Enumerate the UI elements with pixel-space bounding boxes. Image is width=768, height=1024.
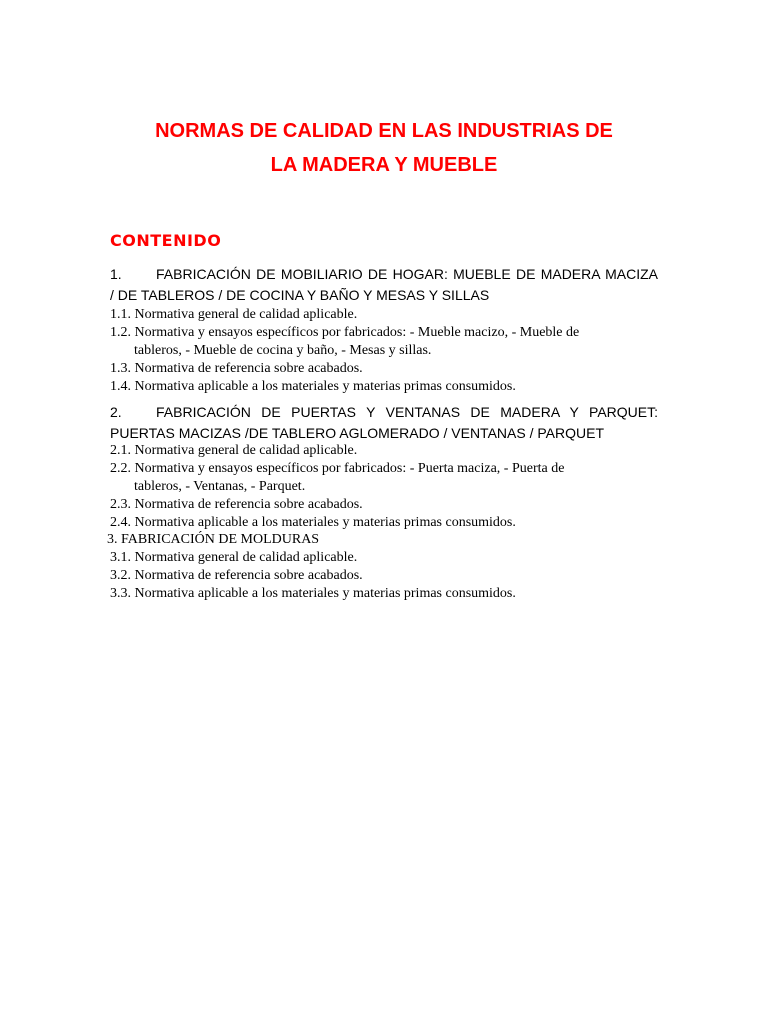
item-2-4: 2.4. Normativa aplicable a los materiales y materias primas consumidos. — [110, 515, 516, 530]
item-2-2-line-2: tableros, - Ventanas, - Parquet. — [134, 479, 306, 494]
item-3-3: 3.3. Normativa aplicable a los materiales y materias primas consumidos. — [110, 586, 516, 601]
item-1-2-line-1: 1.2. Normativa y ensayos específicos por fabricados: - Mueble macizo, - Mueble de — [110, 325, 580, 340]
section-2-items — [110, 442, 670, 532]
document-title — [90, 114, 678, 182]
section-1-items — [110, 306, 670, 396]
title-line-1: NORMAS DE CALIDAD EN LAS INDUSTRIAS DE — [155, 120, 613, 142]
section-3-items — [110, 549, 670, 603]
item-3-2: 3.2. Normativa de referencia sobre acabados. — [110, 568, 363, 583]
list-item — [110, 549, 670, 567]
item-1-1: 1.1. Normativa general de calidad aplicable. — [110, 307, 358, 322]
list-item — [110, 324, 670, 360]
list-item — [110, 585, 670, 603]
list-item — [110, 378, 670, 396]
item-2-3: 2.3. Normativa de referencia sobre acabados. — [110, 497, 363, 512]
list-item — [110, 567, 670, 585]
section-1-heading-text: FABRICACIÓN DE MOBILIARIO DE HOGAR: MUEBLE DE MADERA MACIZA — [156, 266, 658, 282]
section-1-heading-line-1 — [110, 264, 658, 285]
section-1-number: 1. — [110, 266, 122, 282]
list-item — [110, 460, 670, 496]
section-2-heading-line-1 — [110, 402, 658, 423]
item-3-1: 3.1. Normativa general de calidad aplicable. — [110, 550, 358, 565]
item-1-4: 1.4. Normativa aplicable a los materiales y materias primas consumidos. — [110, 379, 516, 394]
section-1-heading — [110, 264, 658, 306]
list-item — [110, 306, 670, 324]
section-2-heading-line-2: PUERTAS MACIZAS /DE TABLERO AGLOMERADO / VENTANAS / PARQUET — [110, 425, 604, 441]
list-item — [110, 496, 670, 514]
item-2-2-line-1: 2.2. Normativa y ensayos específicos por fabricados: - Puerta maciza, - Puerta de — [110, 461, 565, 476]
section-2-heading — [110, 402, 658, 444]
section-2-number: 2. — [110, 404, 122, 420]
title-line-2: LA MADERA Y MUEBLE — [270, 154, 498, 176]
section-3-heading: 3. FABRICACIÓN DE MOLDURAS — [107, 532, 320, 547]
contents-heading: CONTENIDO — [110, 231, 222, 250]
item-2-1: 2.1. Normativa general de calidad aplicable. — [110, 443, 358, 458]
section-1-heading-line-2: / DE TABLEROS / DE COCINA Y BAÑO Y MESAS Y SILLAS — [110, 287, 490, 303]
list-item — [110, 442, 670, 460]
item-1-2-line-2: tableros, - Mueble de cocina y baño, - Mesas y sillas. — [134, 343, 432, 358]
item-1-3: 1.3. Normativa de referencia sobre acabados. — [110, 361, 363, 376]
list-item — [110, 514, 670, 532]
section-2-heading-text: FABRICACIÓN DE PUERTAS Y VENTANAS DE MADERA Y PARQUET: — [156, 404, 658, 420]
list-item — [110, 360, 670, 378]
